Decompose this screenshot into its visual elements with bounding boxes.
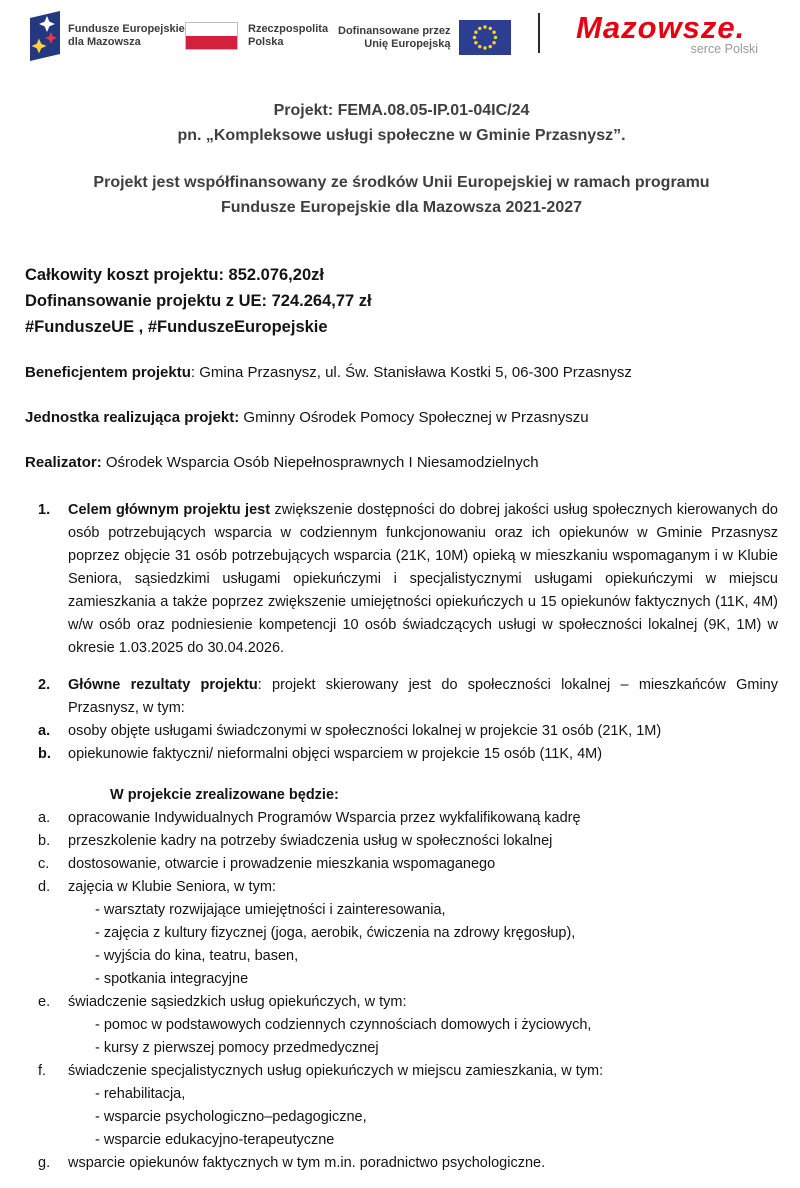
cofinancing-line2: Fundusze Europejskie dla Mazowsza 2021-2027 — [220, 199, 583, 216]
activity-item-e: e. świadczenie sąsiedzkich usług opiekuńczych, w tym: — [38, 994, 407, 1010]
activity-item-a: a. opracowanie Indywidualnych Programów Wsparcia przez wykfalifikowaną kadrę — [38, 810, 581, 826]
eu-funding-logo — [338, 20, 511, 55]
poland-logo — [185, 22, 328, 50]
activity-d-sub-4: - spotkania integracyjne — [95, 971, 249, 987]
poland-flag-icon — [185, 22, 238, 50]
results-subitem-b: b. opiekunowie faktyczni/ nieformalni objęci wsparciem w projekcie 15 osób (11K, 4M) — [38, 746, 603, 762]
beneficiary-line — [25, 364, 778, 382]
eu-funding-line: Dofinansowanie projektu z UE: 724.264,77 zł — [25, 292, 372, 310]
activities-heading: W projekcie zrealizowane będzie: — [110, 787, 339, 803]
hashtags-line: #FunduszeUE , #FunduszeEuropejskie — [25, 318, 328, 336]
funding-logos-bar — [0, 0, 800, 78]
goal-lead: Celem głównym projektu jest — [68, 502, 271, 518]
eu-logo-text — [338, 25, 450, 51]
activity-item-d: d. zajęcia w Klubie Seniora, w tym: — [38, 879, 276, 895]
fe-flag-icon — [30, 11, 60, 61]
cofinancing-statement — [25, 170, 778, 220]
activity-item-f: f. świadczenie specjalistycznych usług opiekuńczych w miejscu zamieszkania, w tym: — [38, 1063, 604, 1079]
fe-mazowsze-logo — [30, 11, 185, 61]
goal-text: Celem głównym projektu jest zwiększenie dostępności do dobrej jakości usług społecznych kierowanych do osób potrzebujących wsparcia w codziennym funkcjonowaniu oraz ich opiekunów w Gminie Przasnysz poprzez objęcie 31 osób potrzebujących wsparcia (21K, 10M) opieką w mieszkaniu wspomaganym i w Klubie Seniora, sąsiedzkimi usługami opiekuńczymi i specjalistycznymi usługami opiekuńczymi w miejscu zamieszkania a także poprzez zwiększenie umiejętności opiekuńczych u 15 opiekunów faktycznych (11K, 4M) w/w osób oraz podniesienie kompetencji 10 osób świadczących usługi w społeczności lokalnej (9K, 1M) w okresie 1.03.2025 do 30.04.2026. — [68, 502, 778, 656]
fe-logo-line1: Fundusze Europejskie — [68, 23, 185, 35]
realizator-label: Realizator: — [25, 454, 102, 471]
realizator-line — [25, 454, 778, 472]
mazowsze-tagline: serce Polski — [690, 42, 758, 56]
results-number: 2. — [38, 677, 51, 693]
beneficiary-value: : Gmina Przasnysz, ul. Św. Stanisława Kostki 5, 06-300 Przasnysz — [190, 364, 632, 381]
activity-f-sub-2: - wsparcie psychologiczno–pedagogiczne, — [95, 1109, 367, 1125]
eu-logo-line1: Dofinansowane przez — [338, 24, 451, 37]
realizator-value: Ośrodek Wsparcia Osób Niepełnosprawnych I Niesamodzielnych — [101, 454, 539, 471]
activity-e-sub-1: - pomoc w podstawowych codziennych czynnościach domowych i życiowych, — [95, 1017, 592, 1033]
goal-number: 1. — [38, 502, 51, 518]
total-cost-line: Całkowity koszt projektu: 852.076,20zł — [25, 266, 324, 284]
goal-item — [25, 499, 778, 660]
document-content — [0, 98, 800, 1175]
project-title-line2: pn. „Kompleksowe usługi społeczne w Gminie Przasnysz”. — [177, 127, 626, 144]
results-item — [25, 674, 778, 720]
project-title — [25, 98, 778, 148]
poland-logo-text — [248, 23, 328, 49]
activity-d-sub-3: - wyjścia do kina, teatru, basen, — [95, 948, 299, 964]
activity-f-sub-1: - rehabilitacja, — [95, 1086, 186, 1102]
main-list — [25, 499, 778, 1175]
eu-flag-icon — [459, 20, 511, 55]
project-title-line1: Projekt: FEMA.08.05-IP.01-04IC/24 — [273, 102, 530, 119]
implementing-unit-value: Gminny Ośrodek Pomocy Społecznej w Przasnyszu — [239, 409, 589, 426]
activity-item-g: g. wsparcie opiekunów faktycznych w tym m.in. poradnictwo psychologiczne. — [38, 1155, 546, 1171]
activity-item-c: c. dostosowanie, otwarcie i prowadzenie mieszkania wspomaganego — [38, 856, 496, 872]
mazowsze-logo — [576, 12, 768, 56]
mazowsze-wordmark: Mazowsze. — [576, 10, 746, 45]
poland-logo-line1: Rzeczpospolita — [248, 23, 329, 35]
results-subitem-a: a. osoby objęte usługami świadczonymi w społeczności lokalnej w projekcie 31 osób (21K, 1M) — [38, 723, 662, 739]
implementing-unit-label: Jednostka realizująca projekt: — [25, 409, 240, 426]
vertical-divider — [538, 13, 540, 53]
activity-e-sub-2: - kursy z pierwszej pomocy przedmedycznej — [95, 1040, 379, 1056]
cofinancing-line1: Projekt jest współfinansowany ze środków Unii Europejskiej w ramach programu — [93, 174, 710, 191]
poland-logo-line2: Polska — [248, 36, 284, 48]
activity-d-sub-2: - zajęcia z kultury fizycznej (joga, aerobik, ćwiczenia na zdrowy kręgosłup), — [95, 925, 576, 941]
fe-logo-text — [68, 23, 185, 49]
results-text: Główne rezultaty projektu: projekt skierowany jest do społeczności lokalnej – mieszkańców Gminy Przasnysz, w tym: — [68, 677, 779, 716]
funding-summary — [25, 262, 778, 340]
activity-f-sub-3: - wsparcie edukacyjno-terapeutyczne — [95, 1132, 335, 1148]
activity-d-sub-1: - warsztaty rozwijające umiejętności i zainteresowania, — [95, 902, 446, 918]
project-details — [25, 364, 778, 472]
beneficiary-label: Beneficjentem projektu — [25, 364, 191, 381]
activity-item-b: b. przeszkolenie kadry na potrzeby świadczenia usług w społeczności lokalnej — [38, 833, 553, 849]
implementing-unit-line — [25, 409, 778, 427]
results-lead: Główne rezultaty projektu — [68, 677, 258, 693]
eu-logo-line2: Unię Europejską — [364, 37, 451, 50]
fe-logo-line2: dla Mazowsza — [68, 36, 141, 48]
